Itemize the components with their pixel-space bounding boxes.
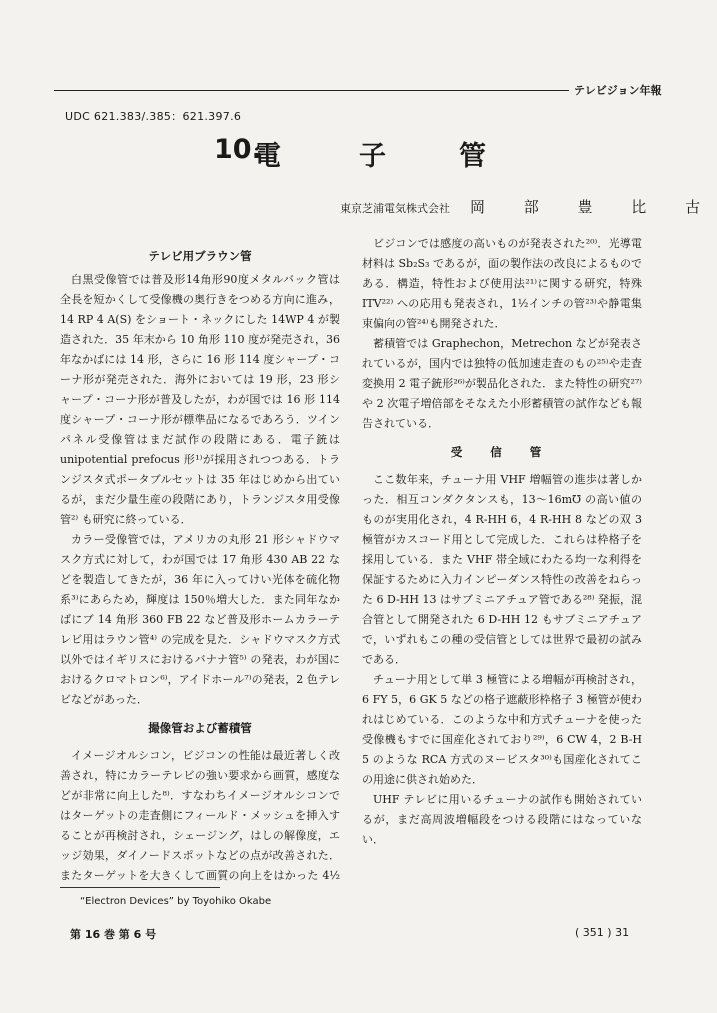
title-char: 電 [254,141,281,172]
title-char: 子 [359,141,386,172]
body-paragraph: ここ数年来，チューナ用 VHF 増幅管の進歩は著しかった．相互コンダクタンスも，13～16m℧ の高い値のものが実用化され，4 R-HH 6，4 R-HH 8 などの双 3 極管がカスコード用として完成した．これらは枠格子を採用している．また VHF 帯全域にわたる均一な利得を保証するために入力インピーダンス特性の改善をねらった 6 D-HH 13 はサブミニアチュア管である²⁸⁾ 発振，混合管として開発された 6 D-HH 12 もサブミニアチュアで，いずれもこの種の受信管としては世界で最初の試みである． [362,473,642,666]
body-paragraph: カラー受像管では，アメリカの丸形 21 形シャドウマスク方式に対して，わが国では 17 角形 430 AB 22 などを製造してきたが，36 年に入ってけい光体を硫化物系³⁾にあらため，輝度は 150％増大した．また同年なかばにブ 14 角形 360 FB 22 など普及形ホームカラーテレビ用はラウン管⁴⁾ の完成を見た．シャドウマスク方式以外ではイギリスにおけるバナナ管⁵⁾ の発表，わが国におけるクロマトロン⁶⁾，アイドホール⁷⁾の発表，2 色テレビなどがあった． [60,533,340,706]
body-paragraph: UHF テレビに用いるチューナの試作も開始されているが，まだ高周波増幅段をつける段階にはなっていない． [362,793,642,846]
left-column [60,234,340,882]
title-char: 管 [459,141,486,172]
page-number: ( 351 ) 31 [575,926,630,939]
body-paragraph: 白黒受像管では普及形14角形90度メタルバック管は全長を短かくして受像機の奥行きをつめる方向に進み，14 RP 4 A(S) をショート・ネックにした 14WP 4 が製造された．35 年末から 10 角形 110 度が発売され，36 年なかばには 14 形，さらに 16 形 114 度シャープ・コーナ形が発売された．海外においては 19 形，23 形シャープ・コーナ形が普及したが，わが国では 16 形 114 度シャープ・コーナ形が標準品になるであろう．ツインパネル受像管はまだ試作の段階にある．電子銃は unipotential prefocus 形¹⁾が採用されつつある．トランジスタ式ポータブルセットは 35 年はじめから出ているが，まだ少量生産の段階にあり，トランジスタ用受像管²⁾ も研究に終っている． [60,273,340,526]
running-header: テレビジョン年報 [574,84,662,97]
header-rule [54,90,569,91]
right-column [362,234,642,904]
udc-code: UDC 621.383/.385：621.397.6 [65,110,242,123]
body-paragraph: ビジコンでは感度の高いものが発表された²⁰⁾．光導電材料は Sb₂S₃ であるが，面の製作法の改良によるものである．構造，特性および使用法²¹⁾に関する研究，特殊 ITV²²⁾ への応用も発表され，1½インチの管²³⁾や静電集束偏向の管²⁴⁾も開発された． [362,237,642,330]
title-number: 10. [214,134,262,165]
body-paragraph: イメージオルシコン，ビジコンの性能は最近著しく改善され，特にカラーテレビの強い要求から画質，感度などが非常に向上した⁸⁾．すなわちイメージオルシコンではターゲットの走査側にフィールド・メッシュを挿入することが再検討され，シェージング，はしの解像度，エッジ効果，ダイノードスポットなどの点が改善された．またターゲットを大きくして画質の向上をはかった 4½ [60,749,340,882]
section-heading: テレビ用ブラウン管 [148,249,252,263]
footnote-rule [60,887,220,888]
article-title [214,134,514,172]
footnote: “Electron Devices” by Toyohiko Okabe [80,896,272,907]
author-affiliation: 東京芝浦電気株式会社 [340,202,450,215]
body-paragraph: 蓄積管では Graphechon，Metrechon などが発表されているが，国内では独特の低加速走査のもの²⁵⁾や走査変換用 2 電子銃形²⁶⁾が製品化された．また特性の研究²⁷⁾や 2 次電子増倍部をそなえた小形蓄積管の試作なども報告されている． [362,337,642,430]
section-heading: 撮像管および蓄積管 [148,721,252,735]
section-heading: 受 信 管 [450,445,554,459]
author-name: 岡 部 豊 比 古 [470,198,717,216]
body-paragraph: チューナ用として単 3 極管による増幅が再検討され，6 FY 5，6 GK 5 などの格子遮蔽形枠格子 3 極管が使われはじめている．このような中和方式チューナを使った受像機もすでに国産化されており²⁹⁾，6 CW 4，2 B-H 5 のような RCA 方式のヌービスタ³⁰⁾も国産化されてこの用途に供され始めた． [362,673,642,786]
volume-issue: 第 16 巻 第 6 号 [70,928,157,941]
